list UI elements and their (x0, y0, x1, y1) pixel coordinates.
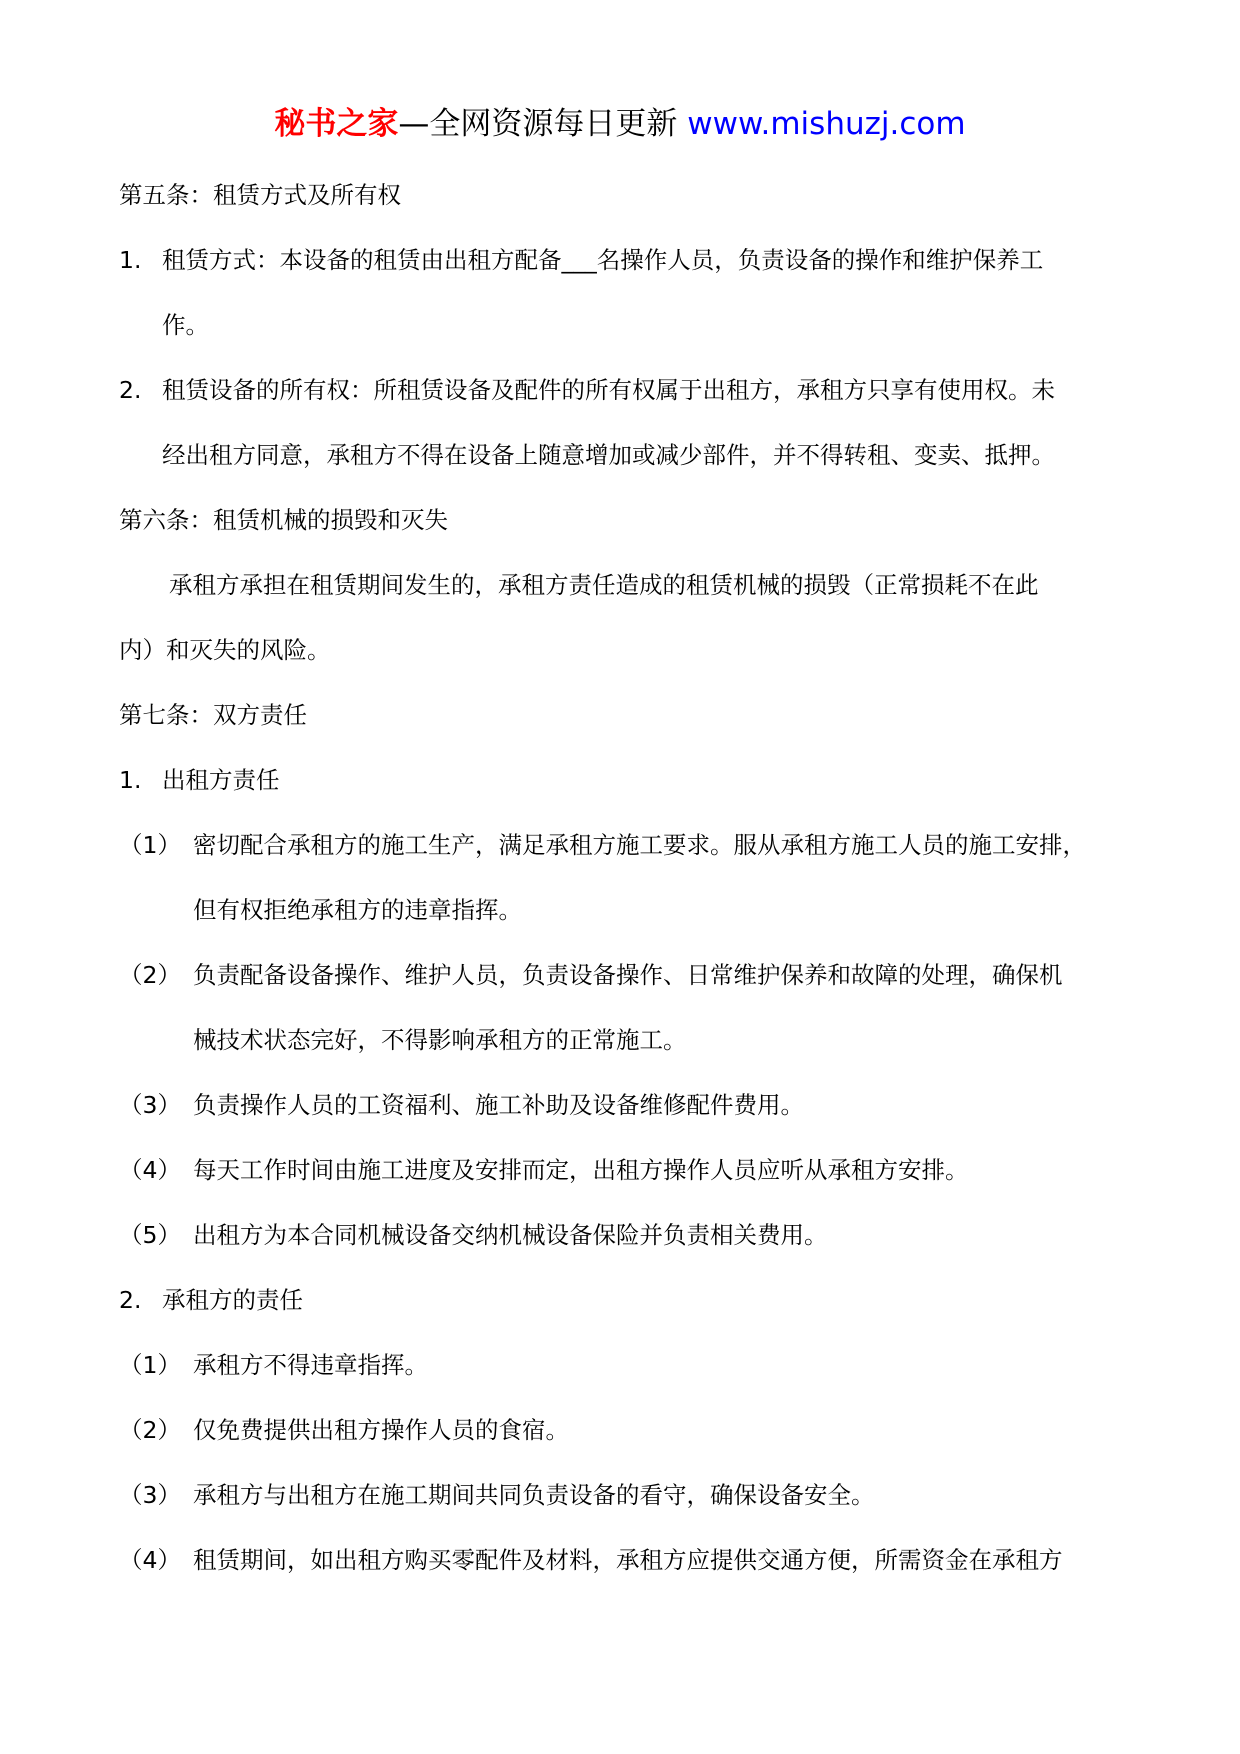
site-url-link[interactable]: www.mishuzj.com (687, 106, 966, 142)
section-heading-6: 第六条：租赁机械的损毁和灭失 (119, 506, 448, 534)
item-text: 负责操作人员的工资福利、施工补助及设备维修配件费用。 (193, 1091, 804, 1119)
item-text: 租赁设备的所有权：所租赁设备及配件的所有权属于出租方，承租方只享有使用权。未 (162, 376, 1055, 404)
sub-item-continuation: 械技术状态完好，不得影响承租方的正常施工。 (193, 1026, 687, 1054)
header-tagline: —全网资源每日更新 (398, 106, 678, 142)
sub-item-3 (119, 1073, 1159, 1138)
item-number: 1. (119, 246, 142, 274)
item-text: 租赁期间，如出租方购买零配件及材料，承租方应提供交通方便，所需资金在承租方 (193, 1546, 1063, 1574)
sub-item-4 (119, 1138, 1159, 1203)
item-text: 承租方的责任 (162, 1286, 303, 1314)
item-number: 2. (119, 376, 142, 404)
item-text: 每天工作时间由施工进度及安排而定，出租方操作人员应听从承租方安排。 (193, 1156, 969, 1184)
section-heading-7: 第七条：双方责任 (119, 701, 307, 729)
item-number: （3） (119, 1091, 181, 1119)
list-item-continuation: 经出租方同意，承租方不得在设备上随意增加或减少部件，并不得转租、变卖、抵押。 (162, 441, 1055, 469)
item-text: 密切配合承租方的施工生产，满足承租方施工要求。服从承租方施工人员的施工安排， (193, 831, 1086, 859)
item-number: （5） (119, 1221, 181, 1249)
item-text: 承租方不得违章指挥。 (193, 1351, 428, 1379)
item-text: 仅免费提供出租方操作人员的食宿。 (193, 1416, 569, 1444)
sub-item-5 (119, 1203, 1159, 1268)
list-item-1 (119, 748, 1159, 813)
item-number: 2. (119, 1286, 142, 1314)
sub-item-4 (119, 1528, 1159, 1593)
item-number: （4） (119, 1546, 181, 1574)
list-item-1 (119, 228, 1159, 293)
item-text: 负责配备设备操作、维护人员，负责设备操作、日常维护保养和故障的处理，确保机 (193, 961, 1063, 989)
item-number: （4） (119, 1156, 181, 1184)
item-text: 出租方为本合同机械设备交纳机械设备保险并负责相关费用。 (193, 1221, 828, 1249)
item-number: （1） (119, 1351, 181, 1379)
list-item-2 (119, 358, 1159, 423)
item-text: 租赁方式：本设备的租赁由出租方配备___名操作人员，负责设备的操作和维护保养工 (162, 246, 1044, 274)
item-number: （1） (119, 831, 181, 859)
item-number: （2） (119, 961, 181, 989)
item-number: （2） (119, 1416, 181, 1444)
item-text: 承租方与出租方在施工期间共同负责设备的看守，确保设备安全。 (193, 1481, 875, 1509)
item-number: 1. (119, 766, 142, 794)
site-header (0, 100, 1240, 148)
item-text: 出租方责任 (162, 766, 280, 794)
sub-item-2 (119, 943, 1159, 1008)
paragraph-continuation: 内）和灭失的风险。 (119, 636, 331, 664)
list-item-2 (119, 1268, 1159, 1333)
item-number: （3） (119, 1481, 181, 1509)
paragraph: 承租方承担在租赁期间发生的，承租方责任造成的租赁机械的损毁（正常损耗不在此 (169, 571, 1039, 599)
brand-name: 秘书之家 (274, 106, 399, 142)
sub-item-2 (119, 1398, 1159, 1463)
sub-item-1 (119, 1333, 1159, 1398)
list-item-continuation: 作。 (162, 311, 209, 339)
sub-item-continuation: 但有权拒绝承租方的违章指挥。 (193, 896, 522, 924)
sub-item-1 (119, 813, 1159, 878)
sub-item-3 (119, 1463, 1159, 1528)
contract-body (119, 163, 1159, 1593)
section-heading-5: 第五条：租赁方式及所有权 (119, 181, 401, 209)
